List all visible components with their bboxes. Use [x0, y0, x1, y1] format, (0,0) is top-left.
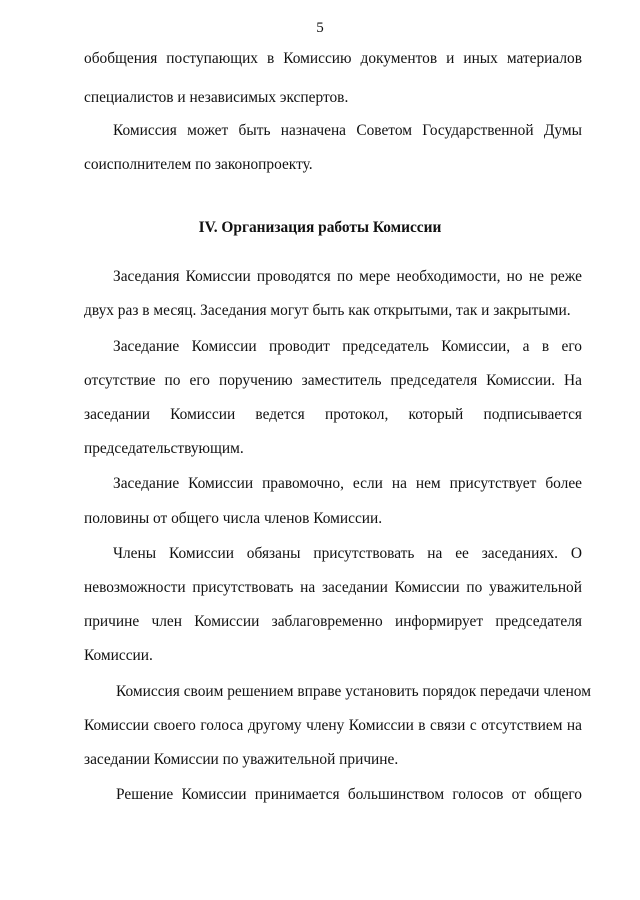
text-line: специалистов и независимых экспертов. [84, 89, 349, 106]
text-line: Заседания Комиссии проводятся по мере необходимости, но не реже [113, 268, 582, 285]
text-line: причине член Комиссии заблаговременно информирует председателя [84, 613, 582, 630]
text-line: Заседание Комиссии проводит председатель Комиссии, а в его [113, 338, 582, 355]
text-line: Комиссии своего голоса другому члену Комиссии в связи с отсутствием на [84, 717, 582, 734]
text-line: Комиссии. [84, 647, 153, 664]
page-number: 5 [316, 20, 324, 36]
text-line: Заседание Комиссии правомочно, если на нем присутствует более [113, 475, 582, 492]
text-line: заседании Комиссии ведется протокол, который подписывается [84, 406, 582, 423]
text-line: Решение Комиссии принимается большинством голосов от общего [116, 786, 582, 803]
text-line: невозможности присутствовать на заседании Комиссии по уважительной [84, 579, 582, 596]
text-line: заседании Комиссии по уважительной причине. [84, 751, 399, 768]
text-line: двух раз в месяц. Заседания могут быть как открытыми, так и закрытыми. [84, 302, 571, 319]
text-line: половины от общего числа членов Комиссии. [84, 510, 383, 527]
text-line: обобщения поступающих в Комиссию документов и иных материалов [84, 50, 582, 67]
text-line: Комиссия может быть назначена Советом Государственной Думы [113, 122, 582, 139]
text-line: Комиссия своим решением вправе установить порядок передачи членом [116, 683, 591, 700]
text-line: Члены Комиссии обязаны присутствовать на ее заседаниях. О [113, 545, 582, 562]
section-heading: IV. Организация работы Комиссии [198, 219, 442, 236]
text-line: отсутствие по его поручению заместитель председателя Комиссии. На [84, 372, 582, 389]
text-line: соисполнителем по законопроекту. [84, 156, 313, 173]
text-line: председательствующим. [84, 440, 244, 457]
